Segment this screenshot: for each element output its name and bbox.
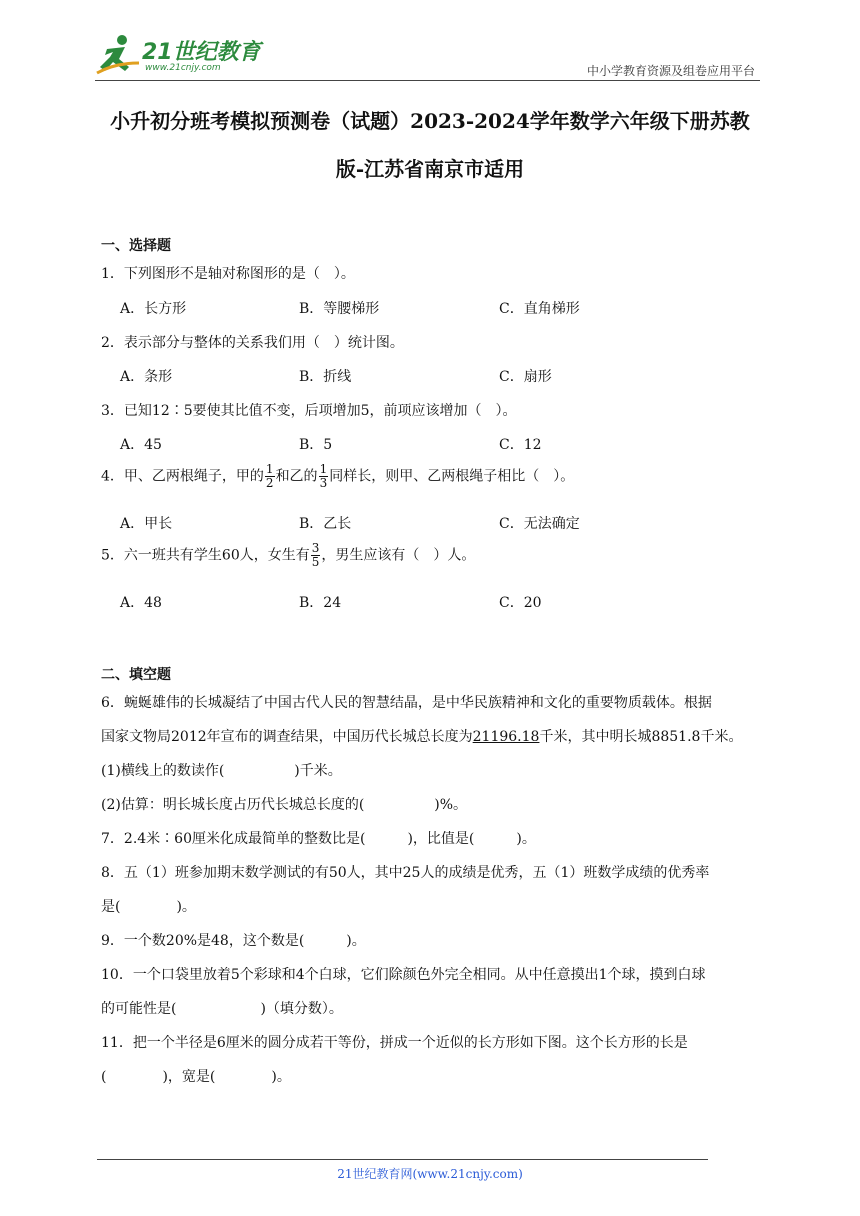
- q10-line-2: 的可能性是( )（填分数）。: [101, 1001, 343, 1017]
- q6-line-2: [101, 726, 742, 746]
- q4-option-c: C．无法确定: [499, 516, 580, 532]
- footer-link[interactable]: 21世纪教育网(www.21cnjy.com): [337, 1167, 523, 1181]
- question-3: 3．已知12∶5要使其比值不变，后项增加5，前项应该增加（ ）。: [101, 403, 517, 419]
- logo-url: www.21cnjy.com: [145, 63, 221, 73]
- q1-option-c: C．直角梯形: [499, 301, 580, 317]
- fraction-one-half: $\frac{1}{2}$: [265, 462, 274, 490]
- q4-text-c: 同样长，则甲、乙两根绳子相比（ ）。: [329, 468, 575, 485]
- q6-line-2-text-a: 国家文物局2012年宣布的调查结果，中国历代长城总长度为: [101, 729, 473, 745]
- q4-option-a: A．甲长: [120, 516, 173, 532]
- platform-name: 中小学教育资源及组卷应用平台: [586, 64, 755, 78]
- q5-text-b: ，男生应该有（ ）人。: [321, 547, 476, 564]
- q5-option-a: A．48: [120, 595, 162, 611]
- question-5: [101, 542, 475, 569]
- question-1: 1．下列图形不是轴对称图形的是（ ）。: [101, 266, 355, 282]
- q1-option-a: A．长方形: [120, 301, 187, 317]
- section-heading-fill: 二、填空题: [101, 667, 171, 683]
- q11-line-1: 11．把一个半径是6厘米的圆分成若干等份，拼成一个近似的长方形如下图。这个长方形的长是: [101, 1035, 688, 1051]
- q8-line-1: 8．五（1）班参加期末数学测试的有50人，其中25人的成绩是优秀，五（1）班数学成绩的优秀率: [101, 865, 710, 881]
- q2-option-a: A．条形: [120, 369, 173, 385]
- section-heading-choice: 一、选择题: [101, 238, 171, 254]
- q6-line-1: 6．蜿蜒雄伟的长城凝结了中国古代人民的智慧结晶，是中华民族精神和文化的重要物质载体。根据: [101, 695, 712, 711]
- page-title-line1: 小升初分班考模拟预测卷（试题）2023-2024学年数学六年级下册苏教: [110, 109, 750, 133]
- q1-option-b: B．等腰梯形: [299, 301, 380, 317]
- footer-divider: [97, 1159, 708, 1160]
- fraction-one-third: $\frac{1}{3}$: [319, 462, 328, 490]
- q5-option-b: B．24: [299, 595, 342, 611]
- q3-option-b: B．5: [299, 437, 333, 453]
- header-divider: [95, 80, 760, 81]
- underlined-number: 21196.18: [472, 729, 540, 745]
- q5-option-c: C．20: [499, 595, 542, 611]
- fraction-three-fifths: $\frac{3}{5}$: [311, 541, 320, 569]
- q5-text-a: 5．六一班共有学生60人，女生有: [101, 547, 310, 564]
- q8-line-2: 是( )。: [101, 899, 196, 915]
- page-title-line2: 版-江苏省南京市适用: [335, 157, 525, 181]
- site-logo: [95, 33, 265, 81]
- question-9: 9．一个数20%是48，这个数是( )。: [101, 933, 366, 949]
- q10-line-1: 10．一个口袋里放着5个彩球和4个白球，它们除颜色外完全相同。从中任意摸出1个球，摸到白球: [101, 967, 706, 983]
- question-4: [101, 463, 574, 490]
- question-7: 7．2.4米∶60厘米化成最简单的整数比是( )，比值是( )。: [101, 831, 536, 847]
- q6-line-2-text-b: 千米，其中明长城8851.8千米。: [539, 729, 743, 745]
- q3-option-c: C．12: [499, 437, 542, 453]
- logo-text: 21世纪教育: [142, 40, 261, 65]
- q4-text-a: 4．甲、乙两根绳子，甲的: [101, 468, 264, 485]
- q4-text-b: 和乙的: [275, 468, 318, 485]
- question-2: 2．表示部分与整体的关系我们用（ ）统计图。: [101, 335, 404, 351]
- q6-sub-2: (2)估算：明长城长度占历代长城总长度的( )%。: [101, 797, 468, 813]
- q4-option-b: B．乙长: [299, 516, 352, 532]
- q2-option-c: C．扇形: [499, 369, 552, 385]
- q2-option-b: B．折线: [299, 369, 352, 385]
- q6-sub-1: (1)横线上的数读作( )千米。: [101, 763, 342, 779]
- q3-option-a: A．45: [120, 437, 162, 453]
- q11-line-2: ( )，宽是( )。: [101, 1069, 291, 1085]
- runner-logo-icon: [95, 33, 141, 77]
